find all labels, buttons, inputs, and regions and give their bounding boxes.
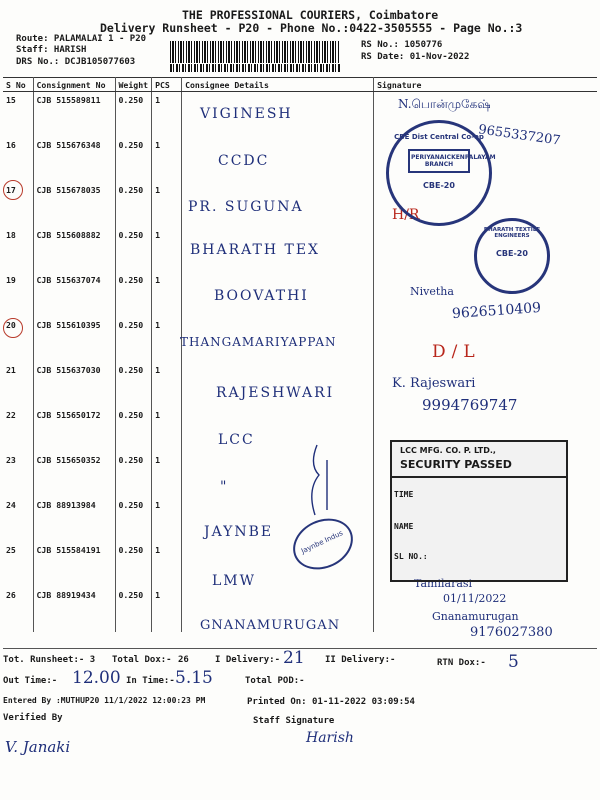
signature-row-20: D/L — [432, 342, 481, 362]
signature-name-26: Gnanamurugan — [432, 610, 519, 623]
row-pcs: 1 — [152, 587, 182, 632]
barcode-right — [170, 64, 340, 72]
row-17-circle-mark — [3, 180, 23, 200]
row-cons: CJB 515650352 — [33, 452, 115, 497]
row-pcs: 1 — [152, 452, 182, 497]
divider — [392, 476, 566, 478]
row-sno: 25 — [3, 542, 33, 587]
i-delivery-label: I Delivery:- — [215, 655, 281, 665]
row-pcs: 1 — [152, 542, 182, 587]
entered-by: Entered By :MUTHUP20 11/1/2022 12:00:23 PM — [3, 696, 206, 705]
consignee-hand: BHARATH TEX — [190, 242, 321, 258]
row-sno: 19 — [3, 272, 33, 317]
consignee-hand: LCC — [218, 432, 255, 448]
row-pcs: 1 — [152, 362, 182, 407]
row-signature — [374, 317, 597, 362]
signature-name-19: Nivetha — [410, 285, 454, 298]
out-time-label: Out Time:- — [3, 676, 58, 686]
row-sno: 17 — [3, 182, 33, 227]
row-sno: 18 — [3, 227, 33, 272]
stamp-text: BHARATH TEXTILE ENGINEERS — [483, 227, 541, 239]
col-consignment: Consignment No — [33, 78, 115, 92]
runsheet-line: Delivery Runsheet - P20 - Phone No.:0422-3505555 - Page No.:3 — [100, 21, 523, 35]
total-dox-value: 26 — [178, 655, 189, 665]
staff-signature-label: Staff Signature — [253, 716, 335, 726]
row-pcs: 1 — [152, 407, 182, 452]
row-weight: 0.250 — [115, 497, 152, 542]
stamp-text: PERIYANAICKENPALAYAM BRANCH — [408, 149, 470, 173]
row-sno: 15 — [3, 92, 33, 138]
consignee-hand: BOOVATHI — [214, 288, 309, 304]
row-cons: CJB 515637030 — [33, 362, 115, 407]
table-header-row — [3, 78, 597, 92]
ditto-scribble — [305, 440, 345, 520]
row-cons: CJB 515678035 — [33, 182, 115, 227]
stamp-text: SL NO.: — [394, 552, 428, 561]
stamp-text: CBE Dist Central Co-op — [394, 133, 484, 141]
consignee-hand: JAYNBE — [204, 524, 274, 540]
row-sno: 26 — [3, 587, 33, 632]
i-delivery-value: 21 — [283, 648, 305, 668]
row-weight: 0.250 — [115, 452, 152, 497]
company-title: THE PROFESSIONAL COURIERS, Coimbatore — [182, 8, 439, 22]
consignee-hand: THANGAMARIYAPPAN — [180, 335, 337, 349]
rs-no: RS No.: 1050776 — [361, 40, 443, 50]
row-sno: 23 — [3, 452, 33, 497]
row-sno: 24 — [3, 497, 33, 542]
consignee-hand: LMW — [212, 573, 257, 589]
row-weight: 0.250 — [115, 362, 152, 407]
row-weight: 0.250 — [115, 92, 152, 138]
out-time-value: 12.00 — [72, 668, 121, 688]
row-weight: 0.250 — [115, 587, 152, 632]
row-pcs: 1 — [152, 137, 182, 182]
row-weight: 0.250 — [115, 317, 152, 362]
row-sno: 16 — [3, 137, 33, 182]
signature-date-25: 01/11/2022 — [443, 592, 507, 605]
stamp-text: SECURITY PASSED — [400, 458, 512, 471]
row-pcs: 1 — [152, 227, 182, 272]
row-sno: 20 — [3, 317, 33, 362]
consignee-hand: PR. SUGUNA — [188, 199, 304, 215]
col-weight: Weight — [115, 78, 152, 92]
row-weight: 0.250 — [115, 182, 152, 227]
verified-by-label: Verified By — [3, 713, 63, 723]
signature-phone-15: 9655337207 — [477, 122, 562, 149]
row-pcs: 1 — [152, 317, 182, 362]
row-weight: 0.250 — [115, 227, 152, 272]
consignee-hand: CCDC — [218, 153, 270, 169]
row-consignee — [182, 137, 374, 182]
row-pcs: 1 — [152, 182, 182, 227]
printed-on: Printed On: 01-11-2022 03:09:54 — [247, 697, 415, 707]
signature-phone-21: 9994769747 — [422, 396, 518, 414]
rtn-dox-value: 5 — [508, 652, 519, 672]
consignee-hand: RAJESHWARI — [216, 385, 335, 401]
table-row — [3, 137, 597, 182]
row-weight: 0.250 — [115, 272, 152, 317]
row-weight: 0.250 — [115, 542, 152, 587]
lcc-security-stamp — [390, 440, 568, 582]
rs-date: RS Date: 01-Nov-2022 — [361, 52, 470, 62]
row-20-circle-mark — [3, 318, 23, 338]
tot-runsheet: Tot. Runsheet:- 3 — [3, 655, 96, 665]
row-weight: 0.250 — [115, 137, 152, 182]
row-cons: CJB 515589811 — [33, 92, 115, 138]
signature-name-21: K. Rajeswari — [392, 376, 476, 391]
signature-name-25: Tamilarasi — [414, 577, 473, 590]
col-signature: Signature — [374, 78, 597, 92]
stamp-text: NAME — [394, 522, 414, 531]
barcode-left — [170, 41, 340, 63]
stamp-text: TIME — [394, 490, 414, 499]
stamp-text: CBE-20 — [496, 249, 528, 258]
row-sno: 22 — [3, 407, 33, 452]
verified-signature: V. Janaki — [5, 738, 71, 756]
row-cons: CJB 88913984 — [33, 497, 115, 542]
total-pod-label: Total POD:- — [245, 676, 305, 686]
row-cons: CJB 515610395 — [33, 317, 115, 362]
signature-row-15: N.பொன்முகேஷ் — [398, 97, 491, 111]
col-consignee: Consignee Details — [182, 78, 374, 92]
row-sno: 21 — [3, 362, 33, 407]
row-pcs: 1 — [152, 497, 182, 542]
route-label: Route: PALAMALAI 1 - P20 — [16, 34, 147, 44]
jaynbe-stamp: Jaynbe Indus — [285, 509, 361, 579]
row-pcs: 1 — [152, 92, 182, 138]
col-pcs: PCS — [152, 78, 182, 92]
consignee-hand: VIGINESH — [200, 106, 293, 122]
textile-stamp — [474, 218, 550, 294]
in-time-label: In Time:- — [126, 676, 175, 686]
total-dox-label: Total Dox:- — [112, 655, 172, 665]
staff-label: Staff: HARISH — [16, 45, 87, 55]
row-cons: CJB 515676348 — [33, 137, 115, 182]
stamp-text: CBE-20 — [423, 181, 455, 190]
row-pcs: 1 — [152, 272, 182, 317]
drs-label: DRS No.: DCJB105077603 — [16, 57, 136, 67]
signature-phone-26: 9176027380 — [470, 625, 553, 640]
in-time-value: 5.15 — [175, 668, 213, 688]
staff-signature: Harish — [306, 730, 354, 746]
ii-delivery-label: II Delivery:- — [325, 655, 396, 665]
row-cons: CJB 515650172 — [33, 407, 115, 452]
stamp-text: LCC MFG. CO. P. LTD., — [400, 446, 496, 455]
row-cons: CJB 515608882 — [33, 227, 115, 272]
row-cons: CJB 88919434 — [33, 587, 115, 632]
coop-bank-stamp — [386, 120, 496, 226]
signature-row-17: H/R — [392, 207, 420, 223]
row-cons: CJB 515584191 — [33, 542, 115, 587]
col-sno: S No — [3, 78, 33, 92]
signature-phone-19: 9626510409 — [451, 299, 542, 323]
consignee-hand: GNANAMURUGAN — [200, 618, 341, 633]
row-cons: CJB 515637074 — [33, 272, 115, 317]
consignee-hand: " — [220, 479, 227, 495]
rtn-dox-label: RTN Dox:- — [437, 658, 486, 668]
row-weight: 0.250 — [115, 407, 152, 452]
